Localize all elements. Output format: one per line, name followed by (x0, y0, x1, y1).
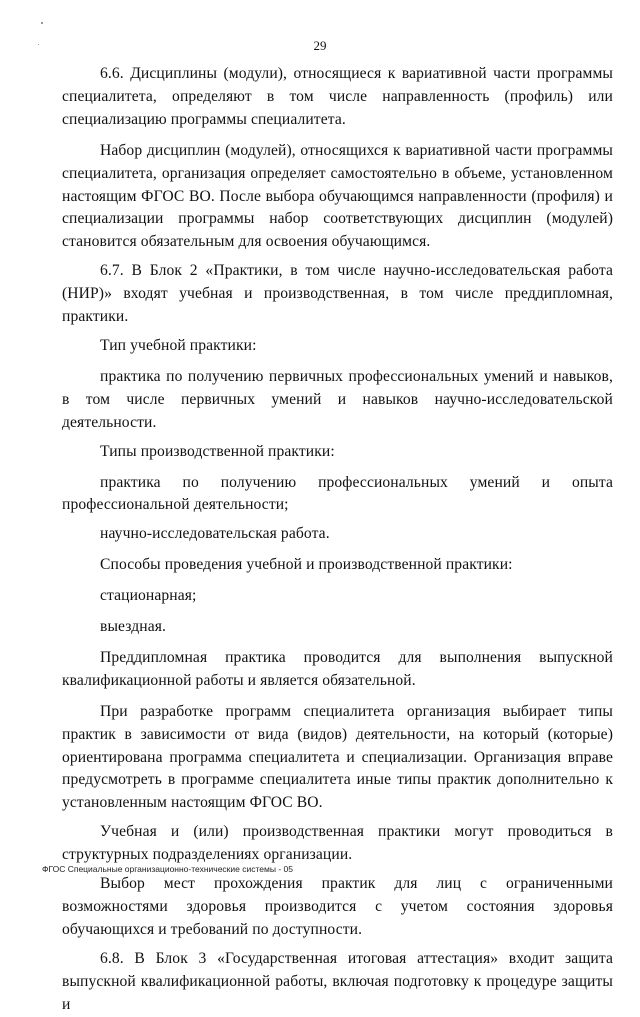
paragraph-structural-units: Учебная и (или) производственная практики могут проводиться в структурных подразделениях организации. (62, 823, 613, 864)
document-footer: ФГОС Специальные организационно-технические системы - 05 (42, 864, 293, 874)
paragraph-prediploma-practice: Преддипломная практика проводится для выполнения выпускной квалификационной работы и является обязательной. (62, 648, 613, 689)
paragraph-practice-methods: Способы проведения учебной и производственной практики: (100, 556, 513, 574)
paragraph-research-work: научно-исследовательская работа. (100, 525, 330, 543)
paragraph-field: выездная. (100, 618, 167, 636)
page-number: 29 (313, 38, 327, 53)
paragraph-6-7: 6.7. В Блок 2 «Практики, в том числе научно-исследовательская работа (НИР)» входят учебная и производственная, в том числе преддипломная, практики. (62, 262, 613, 326)
paragraph-study-practice-type: Тип учебной практики: (100, 336, 257, 354)
paragraph-first-skills-practice: практика по получению первичных профессиональных умений и навыков, в том числе первичных умений и навыков научно-исследовательской деятельности. (62, 367, 613, 431)
paragraph-production-practice-types: Типы производственной практики: (100, 442, 335, 460)
scan-speck (41, 22, 43, 24)
paragraph-6-8: 6.8. В Блок 3 «Государственная итоговая аттестация» входит защита выпускной квалификационной работы, включая подготовку к процедуре защиты и (62, 949, 613, 1013)
paragraph-disabled-persons: Выбор мест прохождения практик для лиц с ограниченными возможностями здоровья производится с учетом состояния здоровья обучающихся и требований по доступности. (62, 875, 613, 938)
paragraph-disciplines-set: Набор дисциплин (модулей), относящихся к вариативной части программы специалитета, организация определяет самостоятельно в объеме, установленном настоящим ФГОС ВО. После выбора обучающимся направленности (профиля) и специализации программы набор соответствующих дисциплин (модулей) становится обязательным для освоения обучающимся. (62, 141, 613, 251)
paragraph-6-6: 6.6. Дисциплины (модули), относящиеся к вариативной части программы специалитета, определяют в том числе направленность (профиль) или специализацию программы специалитета. (62, 65, 613, 128)
paragraph-stationary: стационарная; (100, 587, 197, 605)
paragraph-professional-practice: практика по получению профессиональных умений и опыта профессиональной деятельности; (62, 473, 613, 514)
paragraph-program-development: При разработке программ специалитета организация выбирает типы практик в зависимости от вида (видов) деятельности, на который (которые) ориентирована программа специалитета и специализации. Организация вправе предусмотреть в программе специалитета иные типы практик дополнительно к установленным настоящим ФГОС ВО. (62, 702, 613, 812)
